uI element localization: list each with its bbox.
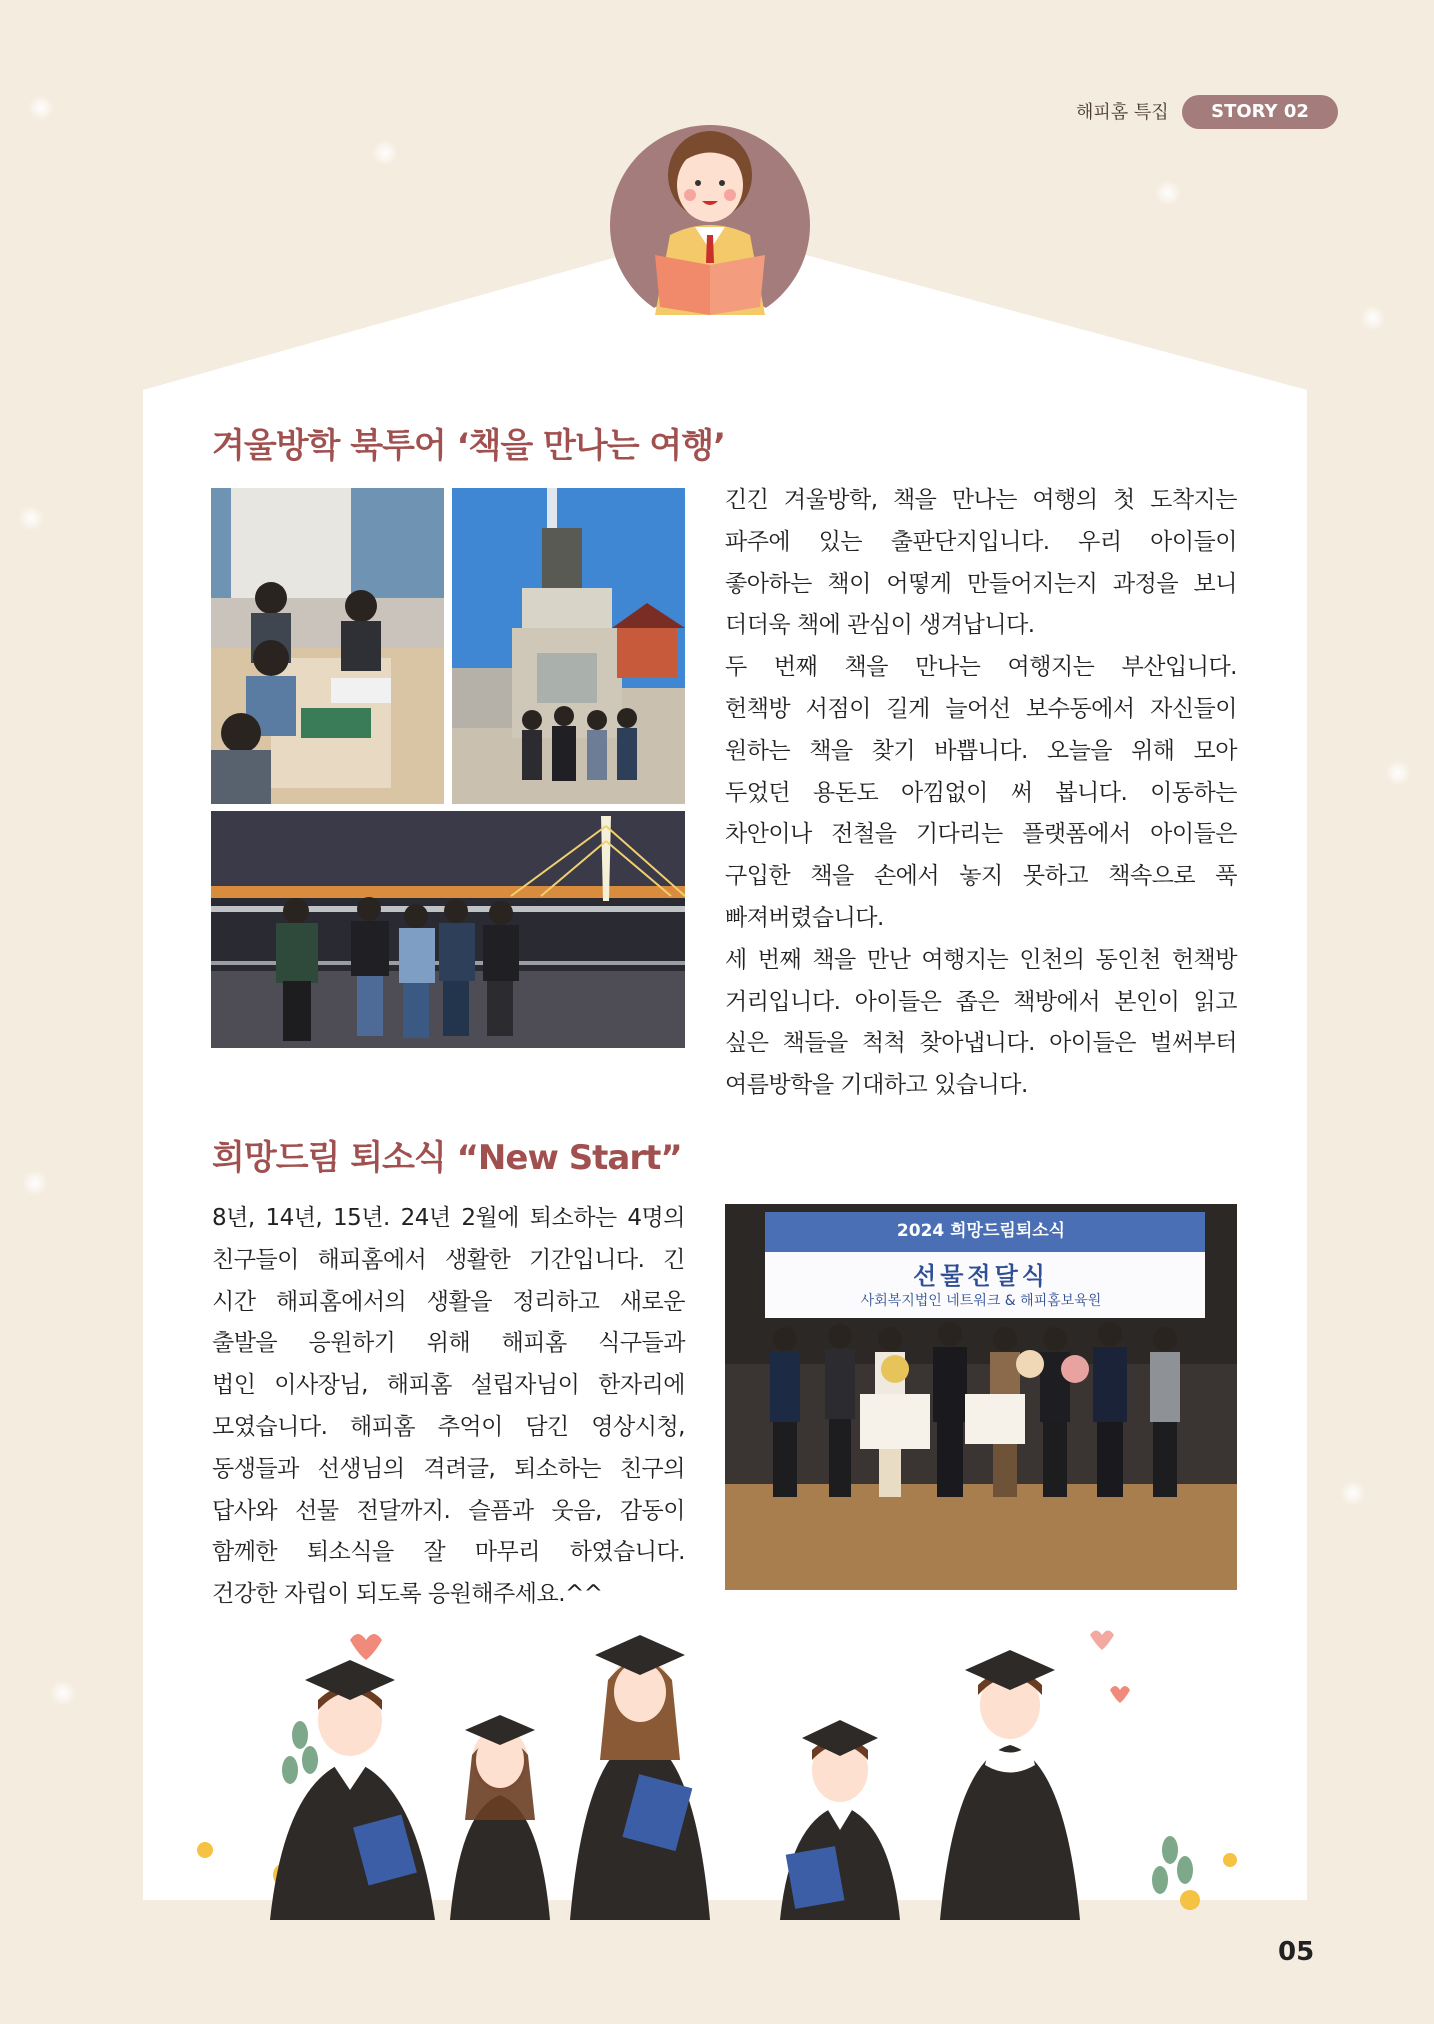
text-line: 두었던 용돈도 아낌없이 써 봅니다. 이동하는	[725, 779, 1237, 806]
sparkle-decoration	[372, 140, 398, 166]
text-line: 헌책방 서점이 길게 늘어선 보수동에서 자신들이	[725, 695, 1237, 722]
photo-publishing-workshop	[211, 488, 444, 804]
sparkle-decoration	[1340, 1480, 1366, 1506]
text-line: 거리입니다. 아이들은 좁은 책방에서 본인이 읽고	[725, 988, 1237, 1015]
photo-banner-ceremony: 선물전달식	[913, 1262, 1049, 1290]
photo-night-bridge	[211, 811, 685, 1048]
article-title-book-tour: 겨울방학 북투어 ‘책을 만나는 여행’	[212, 426, 725, 466]
sparkle-decoration	[22, 1170, 48, 1196]
sparkle-decoration	[1385, 760, 1411, 786]
text-line: 싶은 책들을 척척 찾아냅니다. 아이들은 벌써부터	[725, 1030, 1237, 1057]
story-badge: STORY 02	[1182, 95, 1338, 129]
text-line: 모였습니다. 해피홈 추억이 담긴 영상시청,	[212, 1413, 685, 1440]
sparkle-decoration	[50, 1680, 76, 1706]
text-line: 답사와 선물 전달까지. 슬픔과 웃음, 감동이	[212, 1497, 685, 1524]
text-line: 동생들과 선생님의 격려글, 퇴소하는 친구의	[212, 1455, 685, 1482]
article-body-book-tour	[725, 480, 1237, 1107]
text-line: 친구들이 해피홈에서 생활한 기간입니다. 긴	[212, 1246, 685, 1273]
sparkle-decoration	[28, 95, 54, 121]
text-line: 법인 이사장님, 해피홈 설립자님이 한자리에	[212, 1372, 685, 1399]
text-line: 시간 해피홈에서의 생활을 정리하고 새로운	[212, 1288, 685, 1315]
text-line: 원하는 책을 찾기 바쁩니다. 오늘을 위해 모아	[725, 737, 1237, 764]
text-line: 좋아하는 책이 어떻게 만들어지는지 과정을 보니	[725, 570, 1237, 597]
text-line: 더더욱 책에 관심이 생겨납니다.	[725, 612, 1035, 639]
text-line: 빠져버렸습니다.	[725, 904, 884, 931]
text-line: 8년, 14년, 15년. 24년 2월에 퇴소하는 4명의	[212, 1205, 685, 1231]
graduates-illustration	[190, 1620, 1260, 1920]
text-line: 건강한 자립이 되도록 응원해주세요.^^	[212, 1581, 603, 1608]
text-line: 긴긴 겨울방학, 책을 만나는 여행의 첫 도착지는	[725, 487, 1237, 513]
text-line: 세 번째 책을 만난 여행지는 인천의 동인천 헌책방	[725, 946, 1237, 973]
reading-girl-illustration	[610, 115, 810, 335]
text-line: 구입한 책을 손에서 놓지 못하고 책속으로 푹	[725, 863, 1237, 890]
photo-banner-event: 2024 희망드림퇴소식	[896, 1221, 1066, 1241]
text-line: 파주에 있는 출판단지입니다. 우리 아이들이	[725, 528, 1237, 555]
article-body-new-start	[212, 1198, 685, 1616]
section-label: 해피홈 특집	[1076, 102, 1169, 123]
sparkle-decoration	[1155, 180, 1181, 206]
photo-graduation-ceremony	[725, 1204, 1237, 1590]
text-line: 차안이나 전철을 기다리는 플랫폼에서 아이들은	[725, 821, 1237, 848]
text-line: 출발을 응원하기 위해 해피홈 식구들과	[212, 1330, 685, 1357]
sparkle-decoration	[18, 505, 44, 531]
photo-banner-hosts: 사회복지법인 네트워크 & 해피홈보육원	[860, 1293, 1102, 1309]
text-line: 두 번째 책을 만나는 여행지는 부산입니다.	[725, 654, 1237, 681]
text-line: 함께한 퇴소식을 잘 마무리 하였습니다.	[212, 1539, 685, 1566]
page-number: 05	[1278, 1937, 1315, 1967]
sparkle-decoration	[1360, 305, 1386, 331]
text-line: 여름방학을 기대하고 있습니다.	[725, 1072, 1028, 1099]
photo-statue-busan	[452, 488, 685, 804]
article-title-new-start: 희망드림 퇴소식 “New Start”	[212, 1138, 682, 1178]
